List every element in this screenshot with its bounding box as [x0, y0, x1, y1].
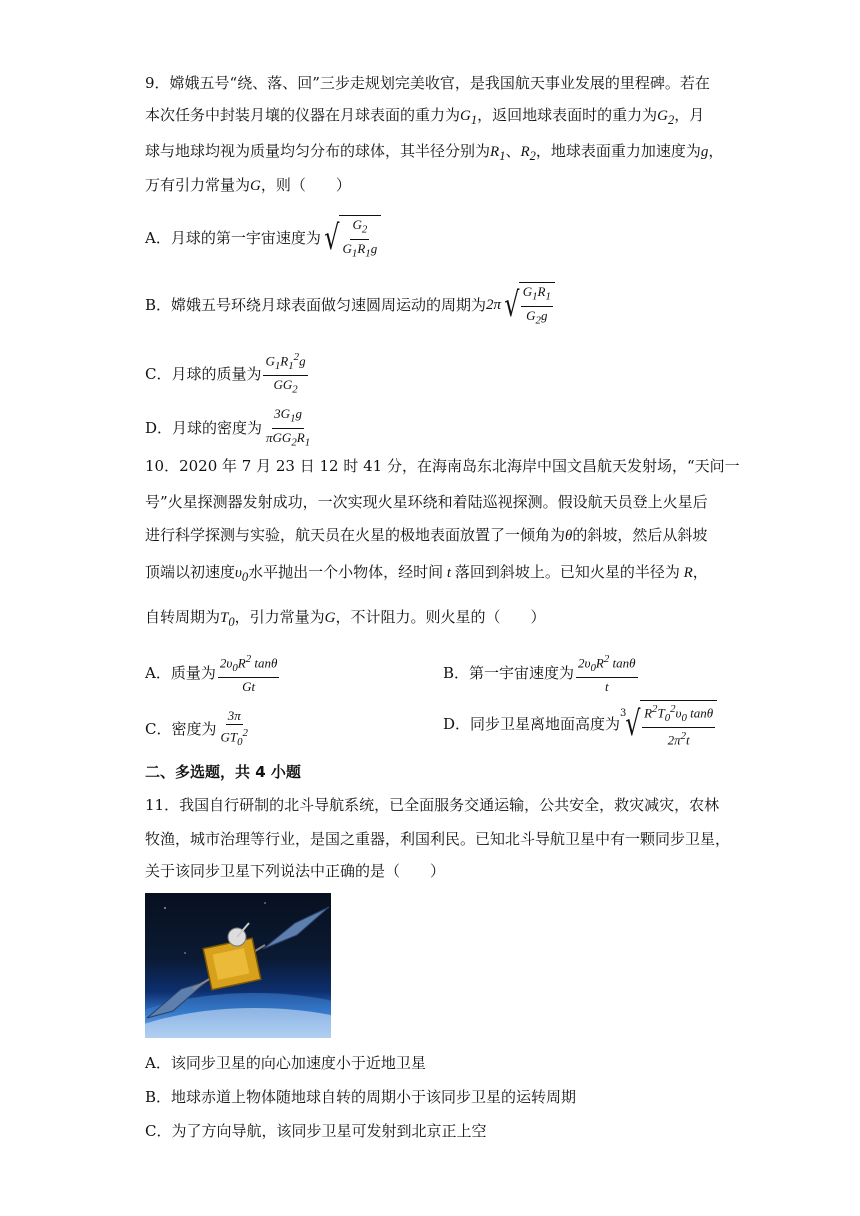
q11-line-1: 11．我国自行研制的北斗导航系统，已全面服务交通运输，公共安全，救灾减灾，农林	[145, 796, 720, 814]
q11-option-c[interactable]: C．为了方向导航，该同步卫星可发射到北京正上空	[145, 1122, 487, 1140]
sqrt-expression: √ $\frac{G_1R_1}{G_2g}$	[501, 282, 555, 328]
q9-line-4: 万有引力常量为G，则（ ）	[145, 176, 351, 194]
q9-option-c[interactable]: C．月球的质量为 $\frac{G_1R_1^2g}{GG_2}$	[145, 351, 306, 396]
q11-line-2: 牧渔，城市治理等行业，是国之重器，利国利民。已知北斗导航卫星中有一颗同步卫星，	[145, 830, 731, 848]
q10-option-b[interactable]: B．第一宇宙速度为 $\frac{2\upsilon_0R^2 \tan\theta}{t}$	[443, 653, 636, 694]
cube-root-expression: √ $\frac{R^2T_0^2\upsilon_0 \tan\theta}{2\pi^2t}$	[622, 700, 717, 747]
q10-line-4: 顶端以初速度$\upsilon_0$水平抛出一个小物体，经时间 t 落回到斜坡上。已知火星的半径为 R，	[145, 563, 708, 584]
sqrt-expression: √ $\frac{G_2}{G_1R_1g}$	[321, 215, 381, 261]
section-heading: 二、多选题，共 4 小题	[145, 763, 301, 781]
satellite-illustration	[145, 893, 331, 1038]
q10-line-5: 自转周期为$T_0$，引力常量为G，不计阻力。则火星的（ ）	[145, 608, 546, 629]
q9-line-2: 本次任务中封装月壤的仪器在月球表面的重力为$G_1$，返回地球表面时的重力为$G_2$，月	[145, 106, 705, 127]
q10-option-a[interactable]: A．质量为 $\frac{2\upsilon_0R^2 \tan\theta}{Gt}$	[145, 653, 278, 694]
q10-option-d[interactable]: D．同步卫星离地面高度为 3 √ $\frac{R^2T_0^2\upsilon_0 \tan\theta}{2\pi^2t}$	[443, 700, 717, 747]
q10-line-2: 号”火星探测器发射成功，一次实现火星环绕和着陆巡视探测。假设航天员登上火星后	[145, 493, 708, 511]
q10-line-1: 10．2020 年 7 月 23 日 12 时 41 分，在海南岛东北海岸中国文昌航天发射场，“天问一	[145, 457, 740, 475]
satellite-image	[145, 893, 331, 1038]
q9-option-b[interactable]: B．嫦娥五号环绕月球表面做匀速圆周运动的周期为 2π √ $\frac{G_1R_1}{G_2g}$	[145, 282, 555, 328]
q9-line-3: 球与地球均视为质量均匀分布的球体，其半径分别为$R_1$、$R_2$，地球表面重力加速度为g，	[145, 142, 724, 163]
q9-option-d[interactable]: D．月球的密度为 $\frac{3G_1g}{\pi GG_2R_1}$	[145, 406, 311, 449]
q9-line-1: 9．嫦娥五号“绕、落、回”三步走规划完美收官，是我国航天事业发展的里程碑。若在	[145, 74, 710, 92]
q11-option-b[interactable]: B．地球赤道上物体随地球自转的周期小于该同步卫星的运转周期	[145, 1088, 577, 1106]
q9-option-a[interactable]: A．月球的第一宇宙速度为 √ $\frac{G_2}{G_1R_1g}$	[145, 215, 381, 261]
q11-option-a[interactable]: A．该同步卫星的向心加速度小于近地卫星	[145, 1054, 426, 1072]
q11-line-3: 关于该同步卫星下列说法中正确的是（ ）	[145, 862, 446, 880]
q10-line-3: 进行科学探测与实验，航天员在火星的极地表面放置了一倾角为θ的斜坡，然后从斜坡	[145, 526, 708, 544]
q10-option-c[interactable]: C．密度为 $\frac{3\pi}{GT_0^2}$	[145, 708, 248, 748]
